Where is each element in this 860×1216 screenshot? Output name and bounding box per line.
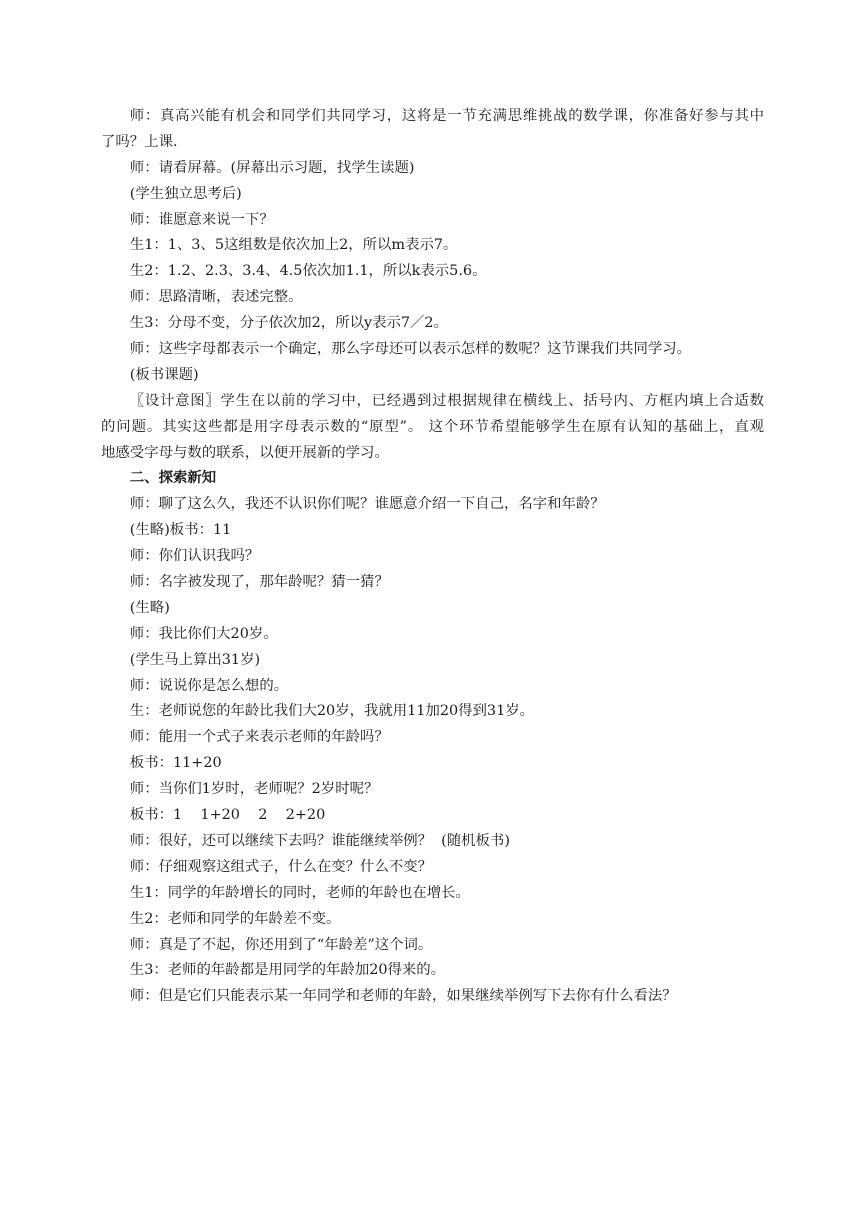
text-line: 地感受字母与数的联系，以便开展新的学习。 — [101, 444, 389, 461]
text-line: 生1：同学的年龄增长的同时，老师的年龄也在增长。 — [129, 884, 470, 901]
text-line: 师：名字被发现了，那年龄呢？猜一猜？ — [129, 574, 389, 591]
text-line: 生1：1、3、5这组数是依次加上2，所以m表示7。 — [129, 237, 458, 254]
text-line: 生2：老师和同学的年龄差不变。 — [129, 910, 341, 927]
text-line: (板书课题) — [129, 366, 199, 383]
text-line: (生略) — [129, 599, 170, 616]
text-line: 师：请看屏幕。(屏幕出示习题，找学生读题) — [129, 159, 415, 176]
text-line: 师：这些字母都表示一个确定，那么字母还可以表示怎样的数呢？这节课我们共同学习。 — [129, 341, 692, 358]
text-line: 师：你们认识我吗？ — [129, 548, 260, 565]
text-line: 了吗？上课. — [101, 133, 178, 150]
text-line: 的问题。其实这些都是用字母表示数的“原型”。 这个环节希望能够学生在原有认知的基础上，直观 — [101, 418, 764, 435]
text-line: 板书：1 1+20 2 2+20 — [129, 807, 326, 824]
text-line: 师：我比你们大20岁。 — [129, 625, 278, 642]
section-heading: 二、探索新知 — [129, 470, 217, 487]
lesson-transcript — [101, 104, 764, 1010]
text-line: 师：能用一个式子来表示老师的年龄吗？ — [129, 729, 389, 746]
text-line: 师：当你们1岁时，老师呢？2岁时呢？ — [129, 781, 379, 798]
text-line: 生：老师说您的年龄比我们大20岁，我就用11加20得到31岁。 — [129, 703, 535, 720]
text-line: 师：但是它们只能表示某一年同学和老师的年龄，如果继续举例写下去你有什么看法？ — [129, 988, 677, 1005]
text-line: 师：真高兴能有机会和同学们共同学习，这将是一节充满思维挑战的数学课，你准备好参与其中 — [129, 108, 764, 124]
text-line: 师：很好，还可以继续下去吗？谁能继续举例？ (随机板书) — [129, 832, 510, 849]
text-line: 师：说说你是怎么想的。 — [129, 677, 289, 694]
text-line: (学生独立思考后) — [129, 185, 242, 202]
text-line: 师：真是了不起，你还用到了“年龄差”这个词。 — [129, 936, 433, 953]
text-line: 师：谁愿意来说一下？ — [129, 211, 274, 228]
text-line: 生3：老师的年龄都是用同学的年龄加20得来的。 — [129, 962, 446, 979]
text-line: (生略)板书：11 — [129, 522, 232, 539]
text-line: 板书：11+20 — [129, 755, 222, 772]
text-line: 〖设计意图〗学生在以前的学习中，已经遇到过根据规律在横线上、括号内、方框内填上合适数 — [129, 392, 764, 409]
text-line: 生2：1.2、2.3、3.4、4.5依次加1.1，所以k表示5.6。 — [129, 263, 487, 280]
text-line: 师：仔细观察这组式子，什么在变？什么不变？ — [129, 858, 433, 875]
text-line: 师：聊了这么久，我还不认识你们呢？谁愿意介绍一下自己，名字和年龄？ — [129, 496, 605, 513]
text-line: (学生马上算出31岁) — [129, 651, 261, 668]
text-line: 生3：分母不变，分子依次加2，所以y表示7／2。 — [129, 315, 448, 332]
text-line: 师：思路清晰，表述完整。 — [129, 289, 303, 306]
